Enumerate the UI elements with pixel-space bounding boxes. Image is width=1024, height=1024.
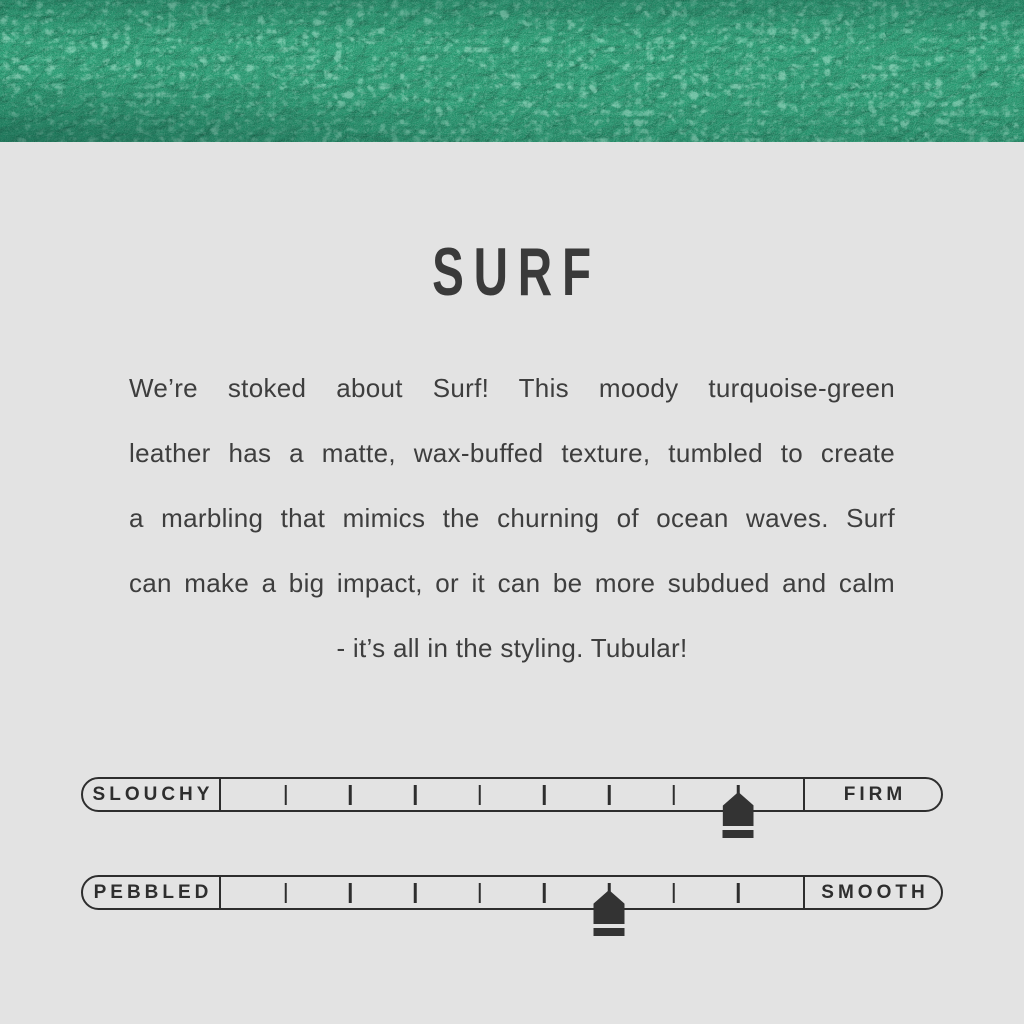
- scale-right-label: SMOOTH: [803, 877, 941, 908]
- scale-marker: [723, 792, 754, 838]
- tick-mark: [543, 883, 546, 903]
- scale-right-label: FIRM: [803, 779, 941, 810]
- marker-base: [723, 830, 754, 838]
- tick-mark: [672, 883, 675, 903]
- description-line: - it’s all in the styling. Tubular!: [336, 633, 688, 663]
- tick-mark: [672, 785, 675, 805]
- tick-mark: [608, 785, 611, 805]
- tick-mark: [284, 785, 287, 805]
- tick-mark: [349, 883, 352, 903]
- tick-mark: [414, 883, 417, 903]
- slouchy-firm-scale: [81, 777, 943, 812]
- tick-mark: [414, 785, 417, 805]
- description-paragraph: [129, 356, 895, 681]
- description-line: leather has a matte, wax-buffed texture, tumbled to create: [129, 438, 895, 468]
- marker-pin-icon: [594, 890, 625, 924]
- leather-texture-graphic: [0, 0, 1024, 142]
- description-line: can make a big impact, or it can be more subdued and calm: [129, 568, 895, 598]
- marker-base: [594, 928, 625, 936]
- tick-mark: [737, 883, 740, 903]
- page-title: SURF: [432, 234, 602, 310]
- marker-pin-icon: [723, 792, 754, 826]
- description-line: We’re stoked about Surf! This moody turquoise-green: [129, 373, 895, 403]
- tick-mark: [543, 785, 546, 805]
- tick-track: [221, 779, 803, 810]
- tick-mark: [284, 883, 287, 903]
- leather-swatch-image: [0, 0, 1024, 142]
- scale-left-label: PEBBLED: [83, 877, 221, 908]
- description-line: a marbling that mimics the churning of ocean waves. Surf: [129, 503, 895, 533]
- pebbled-smooth-scale: [81, 875, 943, 910]
- scale-marker: [594, 890, 625, 936]
- tick-mark: [478, 785, 481, 805]
- tick-mark: [478, 883, 481, 903]
- tick-track: [221, 877, 803, 908]
- scale-left-label: SLOUCHY: [83, 779, 221, 810]
- tick-mark: [349, 785, 352, 805]
